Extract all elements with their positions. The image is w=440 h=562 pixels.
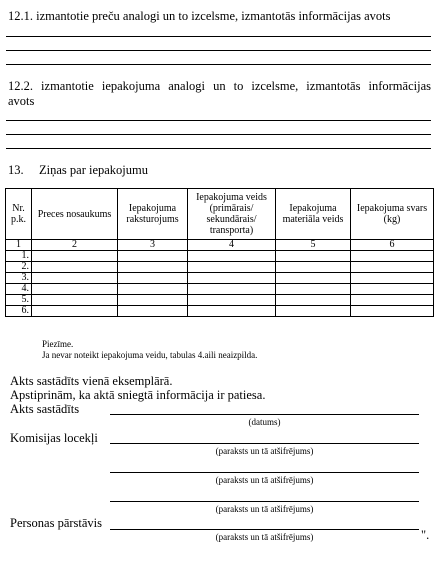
fill-line bbox=[6, 64, 431, 65]
fill-line bbox=[6, 36, 431, 37]
section-13-title: Ziņas par iepakojumu bbox=[39, 163, 148, 177]
table-cell[interactable] bbox=[188, 295, 276, 306]
note-title: Piezīme. bbox=[42, 339, 74, 349]
table-cell[interactable] bbox=[32, 262, 118, 273]
table-cell[interactable] bbox=[276, 262, 351, 273]
table-cell[interactable] bbox=[188, 262, 276, 273]
signature-line[interactable] bbox=[110, 443, 419, 444]
table-cell[interactable] bbox=[276, 284, 351, 295]
table-row bbox=[6, 295, 434, 306]
representative-label: Personas pārstāvis bbox=[10, 516, 102, 530]
signature-line[interactable] bbox=[110, 529, 419, 530]
header-product-name: Preces nosaukums bbox=[32, 189, 118, 240]
signature-caption: (paraksts un tā atšifrējums) bbox=[215, 475, 314, 485]
table-cell[interactable] bbox=[118, 273, 188, 284]
closing-line-2: Apstiprinām, ka aktā sniegtā informācija ir patiesa. bbox=[10, 388, 266, 402]
table-cell[interactable] bbox=[118, 295, 188, 306]
date-line[interactable] bbox=[110, 414, 419, 415]
table-row bbox=[6, 284, 434, 295]
header-nr: Nr. p.k. bbox=[6, 189, 32, 240]
table-cell[interactable] bbox=[351, 295, 434, 306]
closing-quote-mark: ". bbox=[421, 528, 430, 542]
column-number: 5 bbox=[276, 240, 351, 251]
row-index: 5. bbox=[6, 295, 32, 306]
closing-line-1: Akts sastādīts vienā eksemplārā. bbox=[10, 374, 173, 388]
table-cell[interactable] bbox=[351, 273, 434, 284]
table-row bbox=[6, 306, 434, 317]
table-row bbox=[6, 273, 434, 284]
note-text: Ja nevar noteikt iepakojuma veidu, tabulas 4.aili neaizpilda. bbox=[42, 350, 258, 360]
signature-caption: (paraksts un tā atšifrējums) bbox=[215, 446, 314, 456]
signature-caption: (paraksts un tā atšifrējums) bbox=[215, 504, 314, 514]
fill-line bbox=[6, 134, 431, 135]
signature-line[interactable] bbox=[110, 472, 419, 473]
table-cell[interactable] bbox=[118, 284, 188, 295]
fill-line bbox=[6, 120, 431, 121]
signature-caption: (paraksts un tā atšifrējums) bbox=[215, 532, 314, 542]
signature-line[interactable] bbox=[110, 501, 419, 502]
row-index: 4. bbox=[6, 284, 32, 295]
table-cell[interactable] bbox=[276, 295, 351, 306]
column-number: 6 bbox=[351, 240, 434, 251]
column-number: 3 bbox=[118, 240, 188, 251]
section-12-2-heading-line1: 12.2. izmantotie iepakojuma analogi un to izcelsme, izmantotās informācijas bbox=[8, 79, 431, 93]
fill-line bbox=[6, 148, 431, 149]
section-12-1-heading: 12.1. izmantotie preču analogi un to izcelsme, izmantotās informācijas avots bbox=[8, 9, 391, 23]
table-cell[interactable] bbox=[32, 284, 118, 295]
table-cell[interactable] bbox=[32, 251, 118, 262]
table-cell[interactable] bbox=[351, 262, 434, 273]
table-cell[interactable] bbox=[351, 284, 434, 295]
table-row bbox=[6, 262, 434, 273]
row-index: 1. bbox=[6, 251, 32, 262]
column-number: 2 bbox=[32, 240, 118, 251]
row-index: 6. bbox=[6, 306, 32, 317]
table-cell[interactable] bbox=[118, 306, 188, 317]
table-cell[interactable] bbox=[276, 306, 351, 317]
table-cell[interactable] bbox=[188, 306, 276, 317]
fill-line bbox=[6, 50, 431, 51]
table-cell[interactable] bbox=[32, 295, 118, 306]
table-cell[interactable] bbox=[188, 251, 276, 262]
table-cell[interactable] bbox=[351, 251, 434, 262]
table-cell[interactable] bbox=[276, 251, 351, 262]
header-weight: Iepakojuma svars (kg) bbox=[351, 189, 434, 240]
table-cell[interactable] bbox=[188, 273, 276, 284]
section-13-number: 13. bbox=[8, 163, 24, 177]
table-cell[interactable] bbox=[188, 284, 276, 295]
row-index: 2. bbox=[6, 262, 32, 273]
table-cell[interactable] bbox=[32, 273, 118, 284]
header-material-type: Iepakojuma materiāla veids bbox=[276, 189, 351, 240]
column-number: 4 bbox=[188, 240, 276, 251]
table-cell[interactable] bbox=[351, 306, 434, 317]
header-packaging-type: Iepakojuma veids (primārais/ sekundārais/ transporta) bbox=[188, 189, 276, 240]
row-index: 3. bbox=[6, 273, 32, 284]
table-cell[interactable] bbox=[118, 262, 188, 273]
packaging-table bbox=[5, 188, 434, 317]
header-packaging-description: Iepakojuma raksturojums bbox=[118, 189, 188, 240]
section-12-2-heading-line2: avots bbox=[8, 94, 35, 108]
compiled-label: Akts sastādīts bbox=[10, 402, 80, 416]
table-cell[interactable] bbox=[32, 306, 118, 317]
column-number: 1 bbox=[6, 240, 32, 251]
table-cell[interactable] bbox=[118, 251, 188, 262]
table-cell[interactable] bbox=[276, 273, 351, 284]
table-row bbox=[6, 251, 434, 262]
commission-label: Komisijas locekļi bbox=[10, 431, 98, 445]
date-caption: (datums) bbox=[248, 417, 281, 427]
